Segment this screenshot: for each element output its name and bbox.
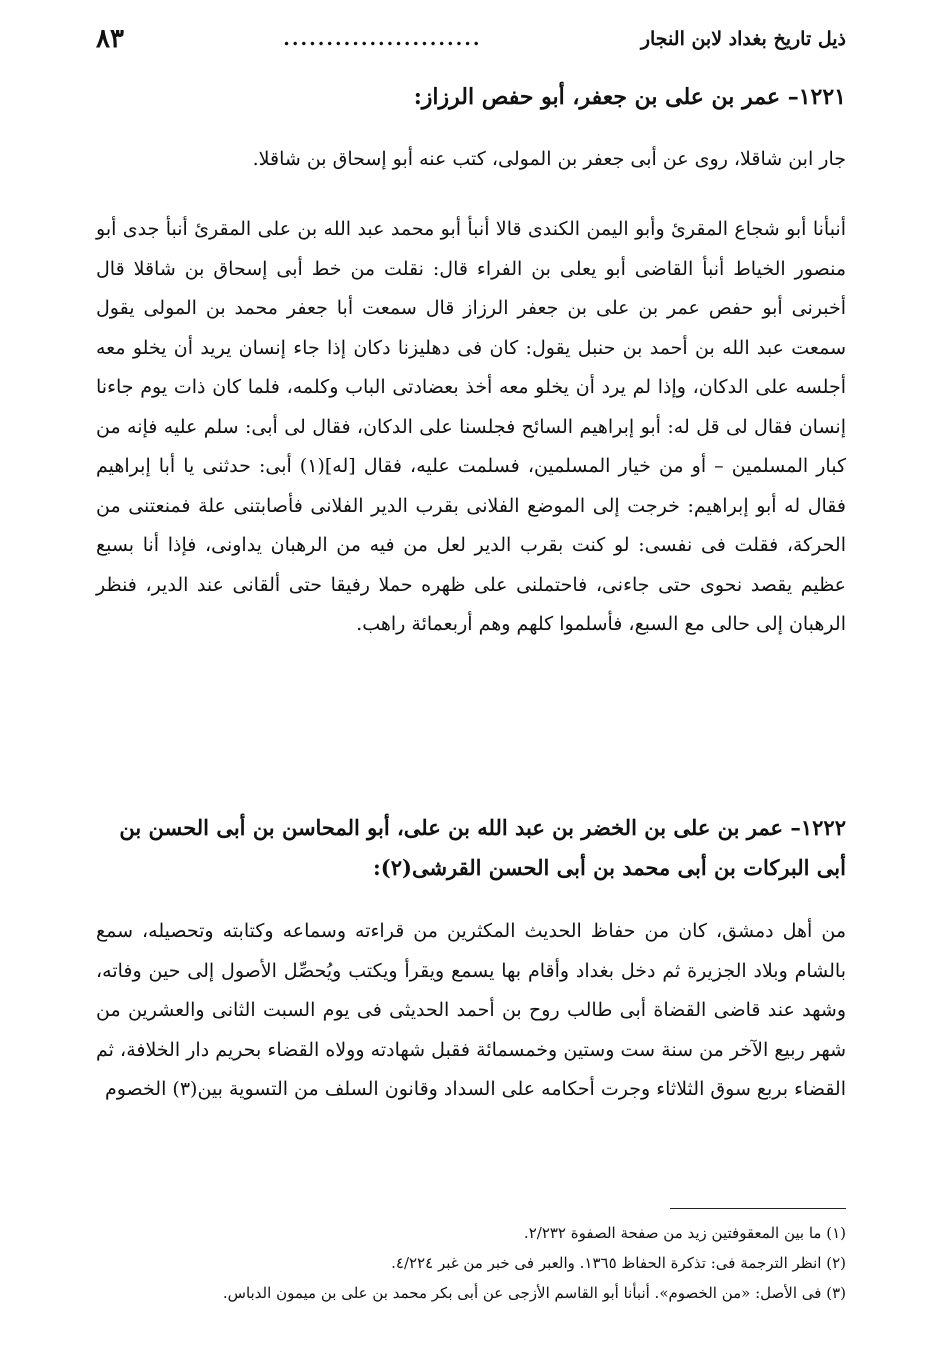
footnotes (96, 1218, 846, 1308)
footnote-rule (670, 1208, 846, 1209)
entry-body-1221: أنبأنا أبو شجاع المقرئ وأبو اليمن الكندى قالا أنبأ أبو محمد عبد الله بن على المقرئ أنبأ جدى أبو منصور الخياط أنبأ القاضى أبو يعلى بن الفراء قال: نقلت من خط أبى إسحاق بن شاقلا قال أخبرنى أبو حفص عمر بن على بن جعفر الرزاز قال سمعت أبا جعفر محمد بن المولى يقول سمعت عبد الله بن أحمد بن حنبل يقول: كان فى دهليزنا دكان إذا جاء إنسان يريد أن يخلو معه أجلسه على الدكان، وإذا لم يرد أن يخلو معه أخذ بعضادتى الباب وكلمه، فلما كان ذات يوم جاءنا إنسان فقال لى قل له: أبو إبراهيم السائح فجلسنا على الدكان، فقال لى أبى: سلم عليه فإنه من كبار المسلمين – أو من خيار المسلمين، فسلمت عليه، فقال [له](١) أبى: حدثنى يا أبا إبراهيم فقال له أبو إبراهيم: خرجت إلى الموضع الفلانى بقرب الدير الفلانى فأصابتنى علة فمنعتنى من الحركة، فقلت فى نفسى: لو كنت بقرب الدير لعل من فيه من الرهبان يداونى، فإذا أنا بسبع عظيم يقصد نحوى حتى جاءنى، فاحتملنى على ظهره حملا رفيقا حتى ألقانى عند الدير، فنظر الرهبان إلى حالى مع السبع، فأسلموا كلهم وهم أربعمائة راهب. (96, 218, 846, 635)
page-number: ٨٣ (96, 24, 124, 54)
running-head (96, 22, 846, 56)
footnote: (١) ما بين المعقوفتين زيد من صفحة الصفوة ٢/٢٣٢. (523, 1224, 846, 1242)
entry-intro-1221: جار ابن شاقلا، روى عن أبى جعفر بن المولى، كتب عنه أبو إسحاق بن شاقلا. (252, 148, 846, 170)
leader-dots: ....................... (283, 28, 482, 50)
running-title: ذيل تاريخ بغداد لابن النجار (640, 28, 846, 50)
entry-body-1222: من أهل دمشق، كان من حفاظ الحديث المكثرين من قراءته وسماعه وكتابته وتحصيله، سمع بالشام وبلاد الجزيرة ثم دخل بغداد وأقام بها يسمع ويقرأ ويكتب ويُحصِّل الأصول إلى حين وفاته، وشهد عند قاضى القضاة أبى طالب روح بن أحمد الحديثى فى يوم السبت الثانى والعشرين من شهر ربيع الآخر من سنة ست وستين وخمسمائة فقبل شهادته وولاه القضاء بحريم دار الخلافة، ثم القضاء بربع سوق الثلاثاء وجرت أحكامه على السداد وقانون السلف من التسوية بين(٣) الخصوم (96, 920, 846, 1100)
entry-heading-1222: ١٢٢٢– عمر بن على بن الخضر بن عبد الله بن على، أبو المحاسن بن أبى الحسن بن أبى البركات بن أبى محمد بن أبى الحسن القرشى(٢): (119, 815, 846, 880)
footnote: (٢) انظر الترجمة فى: تذكرة الحفاظ ١٣٦٥. والعبر فى خبر من غبر ٤/٢٢٤. (391, 1254, 846, 1272)
footnote: (٣) فى الأصل: «من الخصوم». أنبأنا أبو القاسم الأزجى عن أبى بكر محمد بن على بن ميمون الدباس. (222, 1284, 846, 1302)
entry-heading-1221: ١٢٢١– عمر بن على بن جعفر، أبو حفص الرزاز: (413, 84, 846, 110)
